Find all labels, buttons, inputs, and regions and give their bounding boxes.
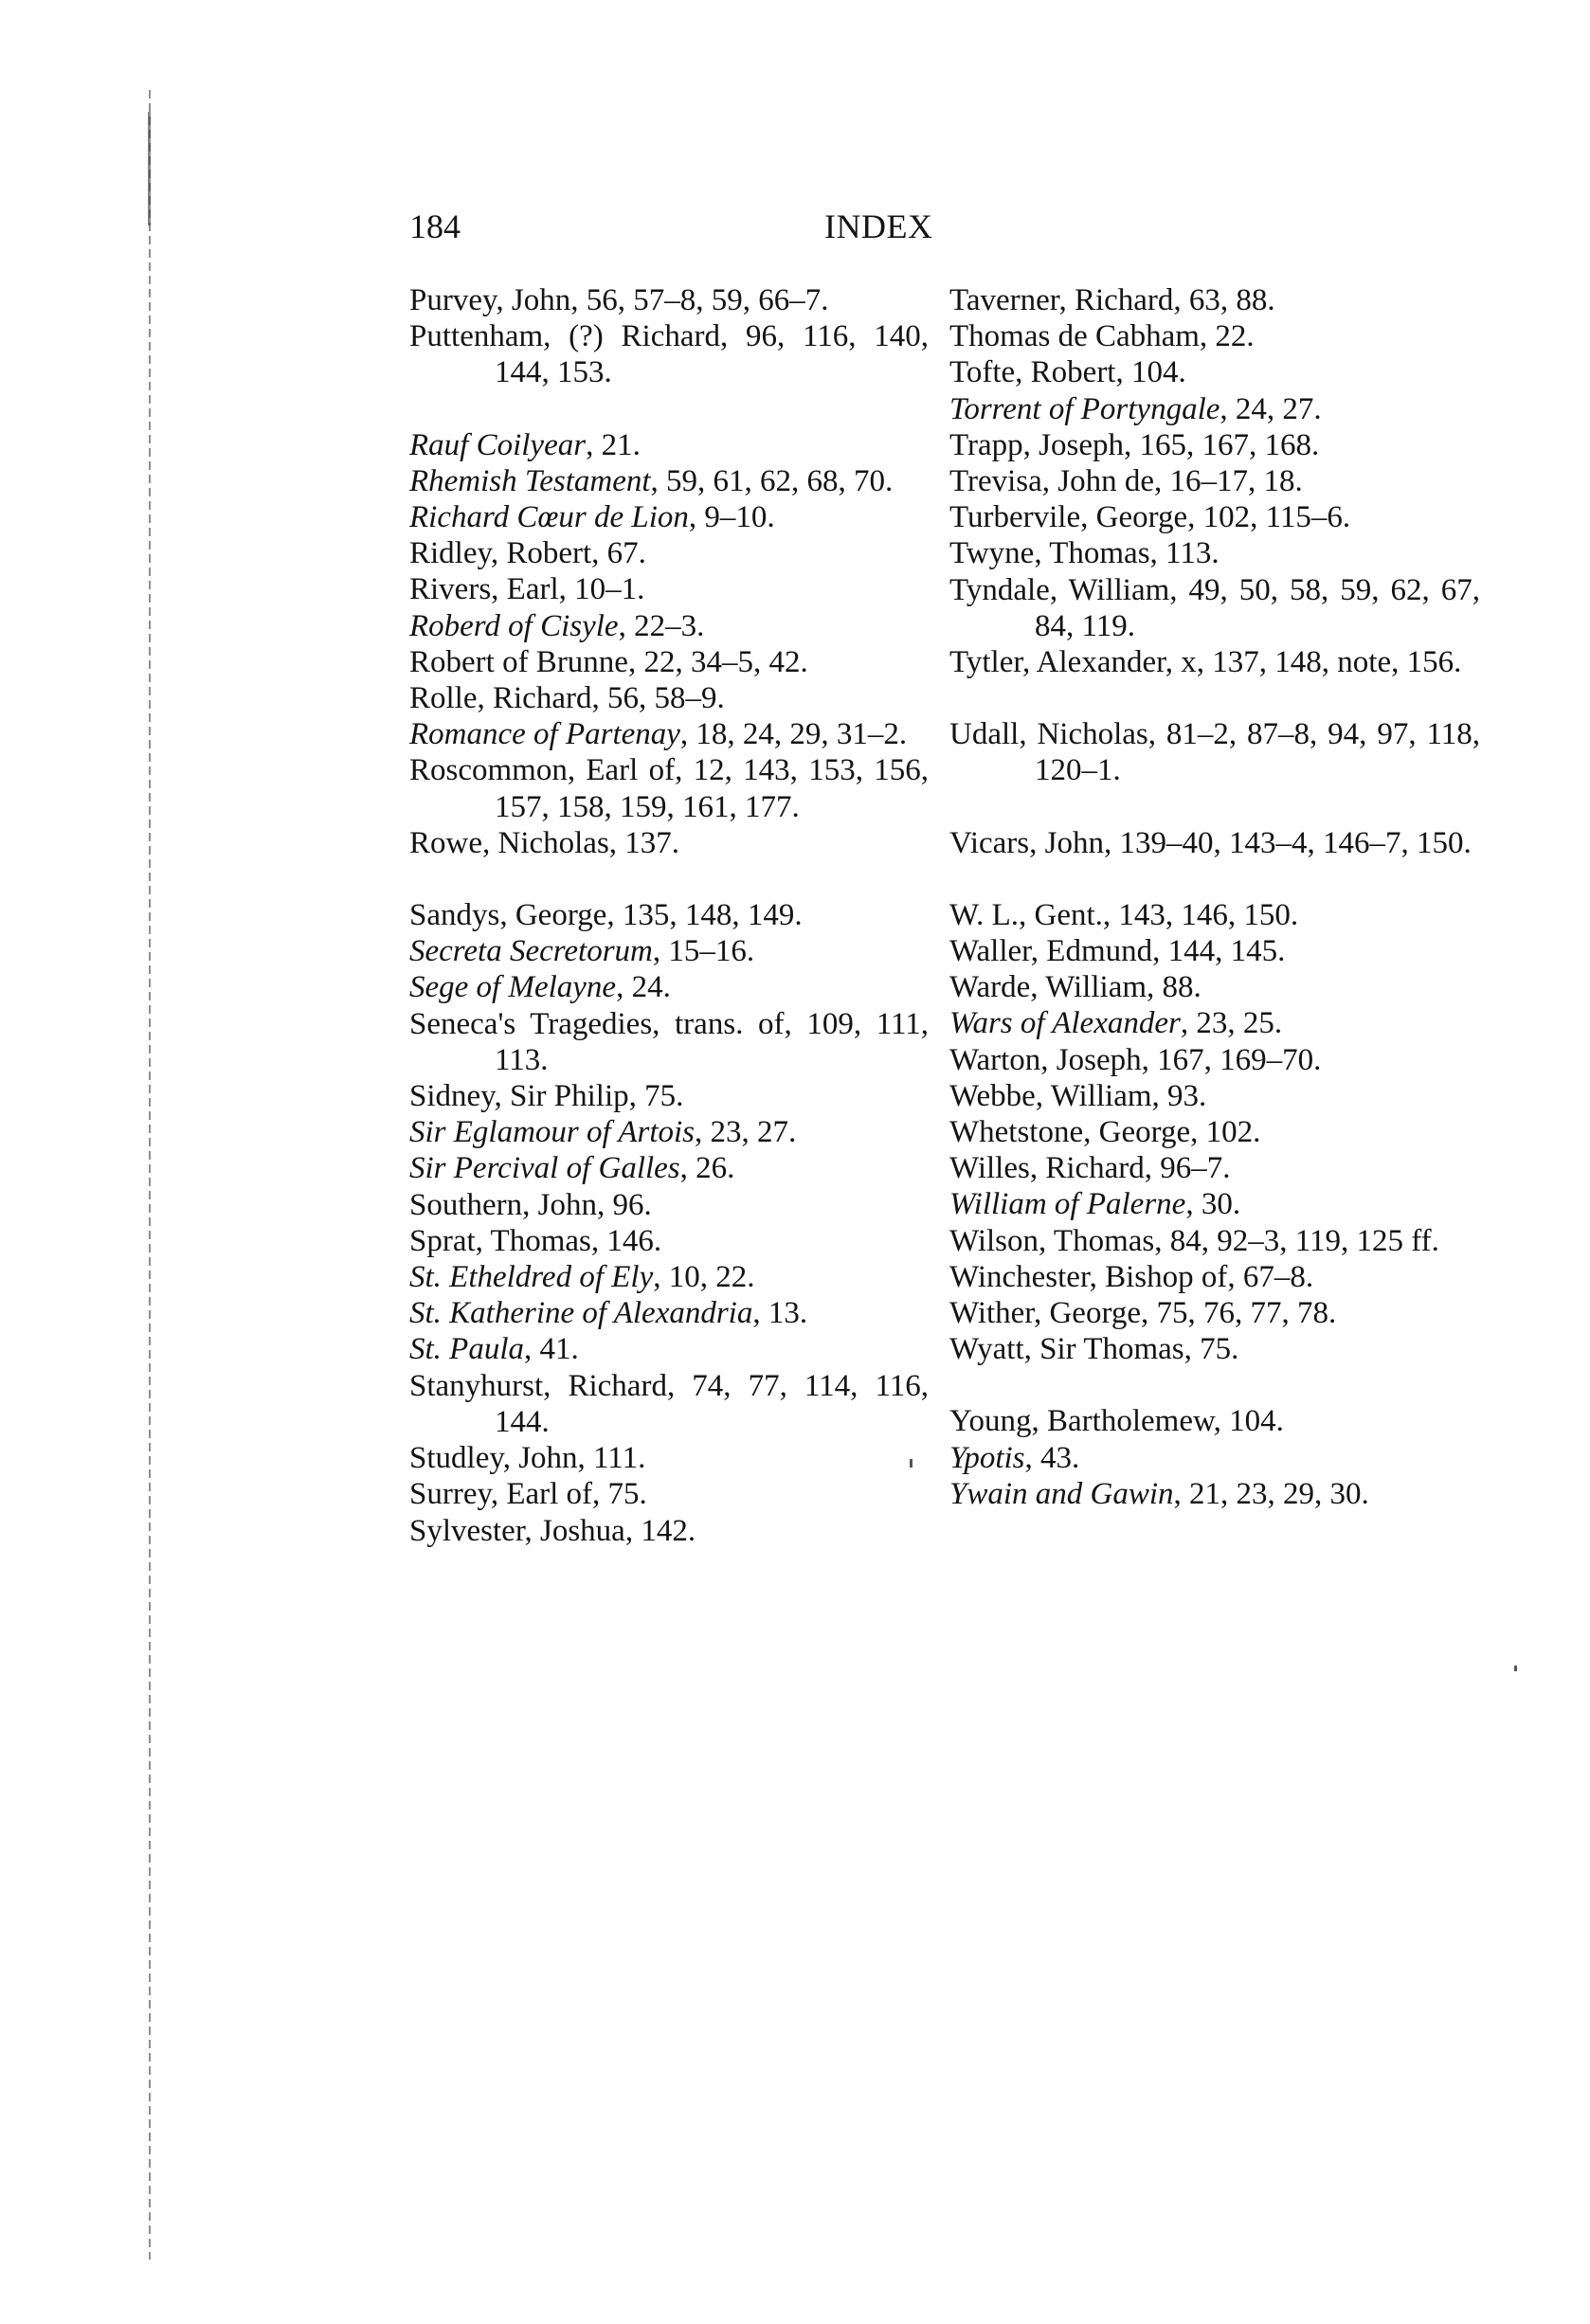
entry-text: Winchester, Bishop of, 67–8. — [949, 1259, 1314, 1294]
entry-work-title: Rhemish Testament — [409, 463, 651, 498]
entry-text: Tofte, Robert, 104. — [949, 355, 1186, 390]
entry-page-refs: , 59, 61, 62, 68, 70. — [650, 463, 894, 498]
index-entry — [409, 1259, 929, 1295]
entry-work-title: St. Katherine of Alexandria — [409, 1296, 753, 1331]
entry-page-refs: , 10, 22. — [653, 1260, 755, 1295]
index-column-right — [949, 282, 1480, 1512]
entry-work-title: Secreta Secretorum — [409, 934, 653, 969]
entry-page-refs: , 41. — [524, 1332, 579, 1367]
index-entry — [949, 1078, 1480, 1114]
entry-page-refs: , 18, 24, 29, 31–2. — [679, 717, 908, 752]
index-entry — [409, 897, 929, 933]
entry-text: Southern, John, 96. — [409, 1187, 652, 1222]
entry-page-refs: , 24. — [616, 970, 671, 1005]
index-entry — [949, 1186, 1480, 1222]
index-entry — [949, 825, 1480, 861]
index-entry — [409, 1440, 929, 1476]
index-entry — [409, 427, 929, 463]
entry-page-refs: , 9–10. — [688, 500, 775, 535]
entry-text: Whetstone, George, 102. — [949, 1115, 1261, 1150]
index-entry — [949, 1114, 1480, 1150]
entry-work-title: Sir Eglamour of Artois — [409, 1115, 696, 1150]
entry-work-title: St. Paula — [409, 1332, 524, 1367]
page-binding-edge — [149, 90, 151, 2260]
entry-work-title: Wars of Alexander — [949, 1006, 1181, 1041]
index-entry — [409, 1150, 929, 1186]
entry-text: Sidney, Sir Philip, 75. — [409, 1079, 684, 1114]
index-entry — [949, 1440, 1480, 1476]
index-column-left — [409, 282, 929, 1549]
index-entry — [949, 969, 1480, 1005]
entry-page-refs: , 30. — [1185, 1187, 1241, 1222]
index-entry — [949, 897, 1480, 933]
entry-work-title: Torrent of Portyngale — [949, 391, 1220, 426]
index-entry — [409, 499, 929, 535]
entry-text: Puttenham, (?) Richard, 96, 116, 140, 144, 153. — [409, 319, 929, 390]
entry-text: Turbervile, George, 102, 115–6. — [949, 500, 1351, 535]
entry-text: Rolle, Richard, 56, 58–9. — [409, 681, 725, 716]
index-entry — [409, 1295, 929, 1331]
entry-text: Vicars, John, 139–40, 143–4, 146–7, 150. — [949, 825, 1472, 860]
index-entry — [949, 644, 1480, 680]
entry-text: Willes, Richard, 96–7. — [949, 1151, 1231, 1186]
entry-text: Wilson, Thomas, 84, 92–3, 119, 125 ff. — [949, 1223, 1439, 1258]
index-entry — [949, 499, 1480, 535]
entry-work-title: Roberd of Cisyle — [409, 608, 619, 643]
entry-text: Roscommon, Earl of, 12, 143, 153, 156, 157, 158, 159, 161, 177. — [409, 753, 929, 824]
entry-page-refs: , 21. — [586, 427, 641, 462]
entry-page-refs: , 23, 25. — [1180, 1006, 1283, 1041]
entry-text: W. L., Gent., 143, 146, 150. — [949, 897, 1299, 932]
entry-text: Udall, Nicholas, 81–2, 87–8, 94, 97, 118, 120–1. — [949, 717, 1480, 788]
index-entry — [409, 1223, 929, 1259]
index-entry — [949, 1331, 1480, 1367]
entry-page-refs: , 24, 27. — [1220, 391, 1322, 426]
index-entry — [949, 1403, 1480, 1439]
index-entry — [409, 825, 929, 861]
page-header — [409, 207, 987, 254]
index-entry — [949, 318, 1480, 354]
entry-text: Ridley, Robert, 67. — [409, 536, 646, 571]
index-entry — [409, 716, 929, 752]
entry-page-refs: , 26. — [679, 1151, 735, 1186]
index-entry — [409, 1114, 929, 1150]
index-entry — [409, 933, 929, 969]
page-number: 184 — [409, 207, 461, 245]
index-entry — [949, 1476, 1480, 1512]
entry-text: Rowe, Nicholas, 137. — [409, 825, 680, 860]
ink-speck — [1514, 1666, 1517, 1671]
entry-text: Sandys, George, 135, 148, 149. — [409, 898, 803, 933]
index-entry — [409, 608, 929, 644]
entry-work-title: Rauf Coilyear — [409, 427, 587, 462]
index-entry — [409, 318, 929, 390]
index-entry — [409, 282, 929, 318]
index-entry — [949, 1042, 1480, 1078]
index-entry — [409, 644, 929, 680]
index-entry — [409, 1513, 929, 1549]
index-entry — [409, 969, 929, 1005]
index-entry — [409, 1078, 929, 1114]
index-entry — [949, 282, 1480, 318]
index-entry — [949, 1223, 1480, 1259]
entry-text: Stanyhurst, Richard, 74, 77, 114, 116, 144. — [409, 1368, 929, 1439]
entry-text: Sprat, Thomas, 146. — [409, 1223, 662, 1258]
entry-text: Rivers, Earl, 10–1. — [409, 572, 645, 607]
entry-text: Trevisa, John de, 16–17, 18. — [949, 464, 1303, 499]
entry-text: Warton, Joseph, 167, 169–70. — [949, 1042, 1322, 1077]
entry-text: Sylvester, Joshua, 142. — [409, 1513, 696, 1548]
index-entry — [409, 752, 929, 824]
entry-text: Thomas de Cabham, 22. — [949, 319, 1255, 354]
entry-page-refs: , 15–16. — [652, 934, 755, 969]
page-binding-shadow — [148, 112, 151, 225]
index-entry — [409, 535, 929, 571]
index-entry — [949, 354, 1480, 390]
index-entry — [409, 463, 929, 499]
index-entry — [409, 1187, 929, 1223]
entry-text: Seneca's Tragedies, trans. of, 109, 111, 113. — [409, 1006, 929, 1077]
running-title: INDEX — [824, 207, 933, 245]
entry-work-title: Sege of Melayne — [409, 970, 617, 1005]
entry-text: Tytler, Alexander, x, 137, 148, note, 156. — [949, 645, 1462, 680]
entry-text: Wither, George, 75, 76, 77, 78. — [949, 1296, 1337, 1331]
index-entry — [949, 1005, 1480, 1041]
index-entry — [949, 463, 1480, 499]
index-entry — [409, 1331, 929, 1367]
entry-text: Waller, Edmund, 144, 145. — [949, 934, 1286, 969]
entry-text: Taverner, Richard, 63, 88. — [949, 283, 1275, 317]
index-entry — [949, 1150, 1480, 1186]
index-entry — [949, 716, 1480, 788]
entry-work-title: Sir Percival of Galles — [409, 1151, 680, 1186]
entry-page-refs: , 13. — [752, 1296, 808, 1331]
entry-text: Trapp, Joseph, 165, 167, 168. — [949, 427, 1320, 462]
entry-text: Warde, William, 88. — [949, 970, 1202, 1005]
index-entry — [409, 680, 929, 716]
index-entry — [949, 1259, 1480, 1295]
entry-work-title: Richard Cœur de Lion — [409, 500, 689, 535]
index-entry — [949, 933, 1480, 969]
entry-text: Purvey, John, 56, 57–8, 59, 66–7. — [409, 283, 829, 317]
index-entry — [409, 1476, 929, 1512]
entry-work-title: St. Etheldred of Ely — [409, 1260, 654, 1295]
entry-text: Tyndale, William, 49, 50, 58, 59, 62, 67, 84, 119. — [949, 572, 1480, 643]
index-entry — [409, 1006, 929, 1078]
entry-page-refs: , 43. — [1024, 1440, 1080, 1475]
entry-text: Young, Bartholemew, 104. — [949, 1404, 1284, 1439]
entry-work-title: William of Palerne — [949, 1187, 1186, 1222]
index-entry — [949, 572, 1480, 644]
entry-text: Twyne, Thomas, 113. — [949, 536, 1220, 571]
entry-work-title: Romance of Partenay — [409, 717, 680, 752]
index-entry — [949, 535, 1480, 571]
entry-text: Wyatt, Sir Thomas, 75. — [949, 1332, 1239, 1367]
index-entry — [409, 1368, 929, 1440]
entry-work-title: Ypotis — [949, 1440, 1025, 1475]
index-entry — [949, 391, 1480, 427]
entry-text: Webbe, William, 93. — [949, 1078, 1207, 1113]
index-entry — [409, 571, 929, 607]
entry-text: Surrey, Earl of, 75. — [409, 1477, 647, 1512]
index-entry — [949, 1295, 1480, 1331]
entry-page-refs: , 23, 27. — [695, 1115, 797, 1150]
entry-page-refs: , 21, 23, 29, 30. — [1173, 1476, 1369, 1511]
entry-text: Studley, John, 111. — [409, 1441, 646, 1476]
entry-page-refs: , 22–3. — [618, 608, 705, 643]
index-entry — [949, 427, 1480, 463]
entry-work-title: Ywain and Gawin — [949, 1476, 1174, 1511]
entry-text: Robert of Brunne, 22, 34–5, 42. — [409, 644, 808, 679]
